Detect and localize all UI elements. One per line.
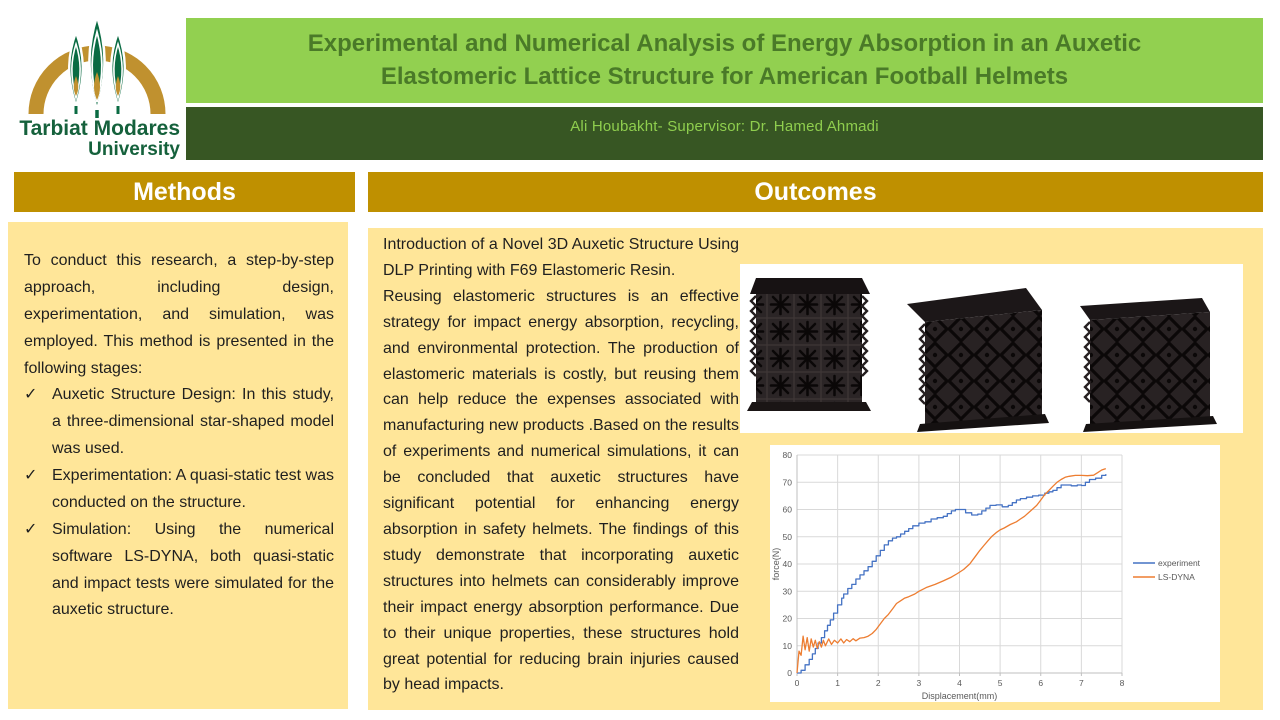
- x-tick-label: 2: [875, 678, 881, 688]
- x-tick-label: 8: [1119, 678, 1125, 688]
- x-tick-label: 0: [794, 678, 800, 688]
- auxetic-samples-photo: [740, 264, 1243, 433]
- y-axis-label: force(N): [771, 547, 781, 581]
- title-bar: [186, 18, 1263, 103]
- auxetic-cube-star: [747, 278, 871, 411]
- auxetic-cube-mid: [907, 288, 1049, 432]
- force-displacement-chart: [770, 445, 1220, 702]
- y-tick-label: 60: [782, 504, 792, 515]
- y-tick-label: 20: [782, 613, 792, 624]
- author-line: Ali Houbakht- Supervisor: Dr. Hamed Ahmadi: [570, 118, 879, 135]
- method-step: [24, 463, 334, 517]
- methods-heading-label: Methods: [133, 177, 236, 206]
- outcomes-paragraph: Introduction of a Novel 3D Auxetic Structure Using DLP Printing with F69 Elastomeric Resin.: [383, 236, 739, 279]
- x-tick-label: 5: [997, 678, 1003, 688]
- y-tick-label: 70: [782, 477, 792, 488]
- outcomes-header: [368, 172, 1263, 212]
- legend-label-LS-DYNA: LS-DYNA: [1158, 572, 1195, 582]
- method-step: [24, 382, 334, 463]
- university-logo-graphic: [12, 10, 184, 162]
- methods-panel: [8, 222, 348, 709]
- chart-graphic: [770, 445, 1220, 702]
- check-icon: ✓: [24, 386, 38, 404]
- methods-intro: To conduct this research, a step-by-step approach, including design, experimentation, and simulation, was employed. This method is presented in the following stages:: [24, 252, 334, 377]
- logo-cypress-left: [69, 32, 83, 114]
- logo-cypress-center: [89, 16, 104, 118]
- logo-text-line2: University: [88, 139, 180, 160]
- y-tick-label: 0: [787, 668, 792, 678]
- check-icon: ✓: [24, 520, 38, 538]
- method-step-text: Simulation: Using the numerical software LS-DYNA, both quasi-static and impact tests were simulated for the auxetic structure.: [52, 520, 334, 619]
- x-tick-label: 1: [835, 678, 840, 688]
- logo-text-line1: Tarbiat Modares: [19, 117, 180, 140]
- y-tick-label: 10: [782, 640, 792, 651]
- x-tick-label: 4: [957, 678, 962, 688]
- check-icon: ✓: [24, 467, 38, 484]
- author-bar: [186, 107, 1263, 160]
- x-tick-label: 6: [1038, 678, 1044, 688]
- y-tick-label: 80: [782, 450, 792, 460]
- university-logo: [12, 10, 184, 162]
- x-tick-label: 3: [916, 678, 922, 688]
- x-axis-label: Displacement(mm): [921, 691, 998, 701]
- methods-list: [24, 382, 334, 624]
- auxetic-cubes-graphic: [740, 264, 1243, 433]
- logo-cypress-right: [111, 32, 125, 114]
- auxetic-cube-right: [1080, 298, 1217, 432]
- methods-body: [24, 248, 334, 624]
- method-step-text: Auxetic Structure Design: In this study, a three-dimensional star-shaped model was used.: [52, 386, 334, 458]
- series-LS-DYNA: [797, 469, 1106, 673]
- method-step: [24, 517, 334, 625]
- method-step-text: Experimentation: A quasi-static test was conducted on the structure.: [52, 467, 334, 511]
- x-tick-label: 7: [1079, 678, 1084, 688]
- outcomes-text: [383, 232, 739, 698]
- poster-title: Experimental and Numerical Analysis of Energy Absorption in an Auxetic Elastomeric Lattice Structure for American Football Helmets: [307, 30, 1142, 90]
- y-tick-label: 50: [782, 531, 792, 542]
- y-tick-label: 30: [782, 586, 792, 597]
- outcomes-heading-label: Outcomes: [754, 177, 877, 206]
- legend-label-experiment: experiment: [1158, 558, 1201, 568]
- outcomes-paragraph: Reusing elastomeric structures is an effective strategy for impact energy absorption, recycling, and environmental protection. The production of elastomeric materials is costly, but reusing them can help reduce the expenses associated with manufacturing new products .Based on the results of experiments and numerical simulations, it can be concluded that auxetic structures have significant potential for enhancing energy absorption in safety helmets. The findings of this study demonstrate that incorporating auxetic structures into helmets can considerably improve their impact energy absorption performance. Due to their unique properties, these structures hold great potential for reducing brain injuries caused by head impacts.: [383, 287, 739, 694]
- methods-header: [14, 172, 355, 212]
- y-tick-label: 40: [782, 559, 792, 569]
